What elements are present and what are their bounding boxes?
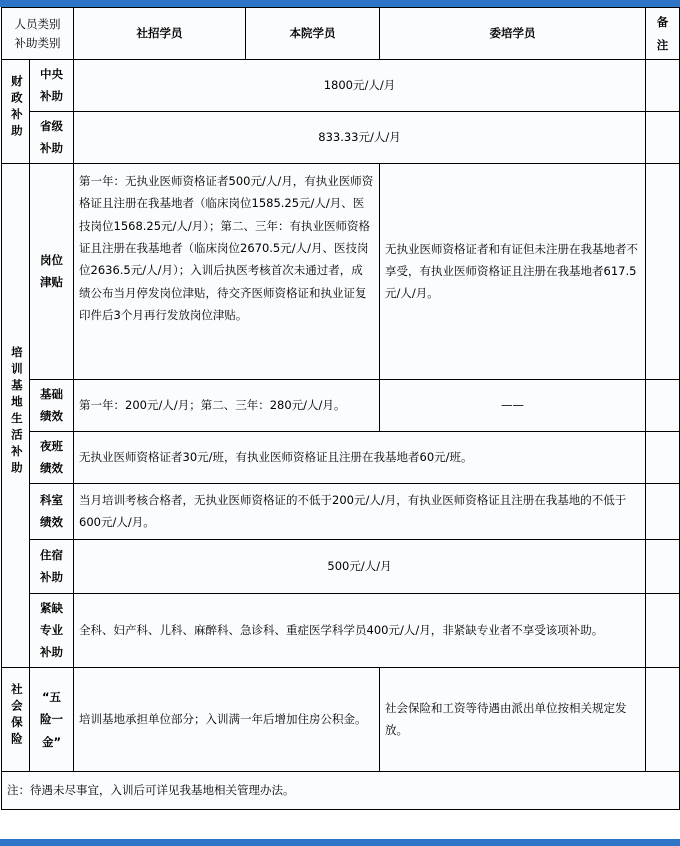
footer-note-text: 注：待遇未尽事宜，入训后可详见我基地相关管理办法。 (2, 771, 680, 809)
cell-remark (646, 667, 680, 771)
header-col-remark (646, 8, 680, 60)
cell-housing-subsidy-amount: 500元/人/月 (74, 539, 646, 593)
section-label-fiscal-subsidy: 财政补助 (2, 60, 30, 164)
subcategory-night-shift-performance: 夜班 绩效 (30, 431, 74, 483)
top-accent-bar (0, 0, 680, 7)
cell-base-performance-commissioned: —— (380, 379, 646, 431)
subsidy-table (1, 7, 680, 810)
cell-shortage-specialty-subsidy: 全科、妇产科、儿科、麻醉科、急诊科、重症医学科学员400元/人/月，非紧缺专业者不享受该项补助。 (74, 593, 646, 667)
subcategory-five-insurances-one-fund: “五 险一 金” (30, 667, 74, 771)
header-person-category: 人员类别 (14, 17, 61, 31)
table-row (2, 431, 680, 483)
cell-remark (646, 431, 680, 483)
header-remark-char-2: 注 (656, 37, 669, 52)
cell-night-shift-performance: 无执业医师资格证者30元/班，有执业医师资格证且注册在我基地者60元/班。 (74, 431, 646, 483)
subcategory-central-subsidy: 中央 补助 (30, 60, 74, 112)
table-body (2, 8, 680, 810)
cell-post-allowance-social-and-own: 第一年：无执业医师资格证者500元/人/月，有执业医师资格证且注册在我基地者（临床岗位1585.25元/人/月、医技岗位1568.25元/人/月）；第二、三年：有执业医师资格证且注册在我基地者（临床岗位2670.5元/人/月、医技岗位2636.5元/人/月）；入训后执医考核首次未通过者，成绩公布当月停发岗位津贴，待交齐医师资格证和执业证复印件后3个月再行发放岗位津贴。 (74, 163, 380, 379)
subcategory-housing-subsidy: 住宿 补助 (30, 539, 74, 593)
cell-remark (646, 593, 680, 667)
table-row (2, 539, 680, 593)
cell-department-performance: 当月培训考核合格者，无执业医师资格证的不低于200元/人/月，有执业医师资格证且注册在我基地的不低于600元/人/月。 (74, 483, 646, 539)
header-col-commissioned: 委培学员 (380, 8, 646, 60)
header-corner-cell (2, 8, 74, 60)
header-col-social-recruit: 社招学员 (74, 8, 246, 60)
cell-remark (646, 379, 680, 431)
cell-remark (646, 539, 680, 593)
cell-post-allowance-commissioned: 无执业医师资格证者和有证但未注册在我基地者不享受，有执业医师资格证且注册在我基地者617.5元/人/月。 (380, 163, 646, 379)
cell-remark (646, 163, 680, 379)
cell-remark (646, 60, 680, 112)
cell-base-performance-social-and-own: 第一年：200元/人/月；第二、三年：280元/人/月。 (74, 379, 380, 431)
subcategory-department-performance: 科室 绩效 (30, 483, 74, 539)
section-label-social-insurance: 社会保险 (2, 667, 30, 771)
bottom-accent-bar (0, 839, 680, 846)
cell-five-insurances-social-and-own: 培训基地承担单位部分；入训满一年后增加住房公积金。 (74, 667, 380, 771)
cell-five-insurances-commissioned: 社会保险和工资等待遇由派出单位按相关规定发放。 (380, 667, 646, 771)
header-col-own-hospital: 本院学员 (246, 8, 380, 60)
section-label-training-base-living-subsidy: 培训基地生活补助 (2, 163, 30, 667)
table-row (2, 163, 680, 379)
cell-remark (646, 111, 680, 163)
footer-note-row (2, 771, 680, 809)
table-row (2, 379, 680, 431)
table-container (0, 7, 680, 839)
header-subsidy-category: 补助类别 (14, 35, 61, 50)
subcategory-post-allowance: 岗位 津贴 (30, 163, 74, 379)
subcategory-provincial-subsidy: 省级 补助 (30, 111, 74, 163)
table-header-row (2, 8, 680, 60)
table-row (2, 111, 680, 163)
table-row (2, 593, 680, 667)
header-remark-char-1: 备 (656, 15, 669, 30)
table-row (2, 60, 680, 112)
cell-provincial-subsidy-amount: 833.33元/人/月 (74, 111, 646, 163)
subcategory-shortage-specialty-subsidy: 紧缺 专业 补助 (30, 593, 74, 667)
cell-central-subsidy-amount: 1800元/人/月 (74, 60, 646, 112)
subcategory-base-performance: 基础 绩效 (30, 379, 74, 431)
table-row (2, 667, 680, 771)
cell-remark (646, 483, 680, 539)
table-row (2, 483, 680, 539)
